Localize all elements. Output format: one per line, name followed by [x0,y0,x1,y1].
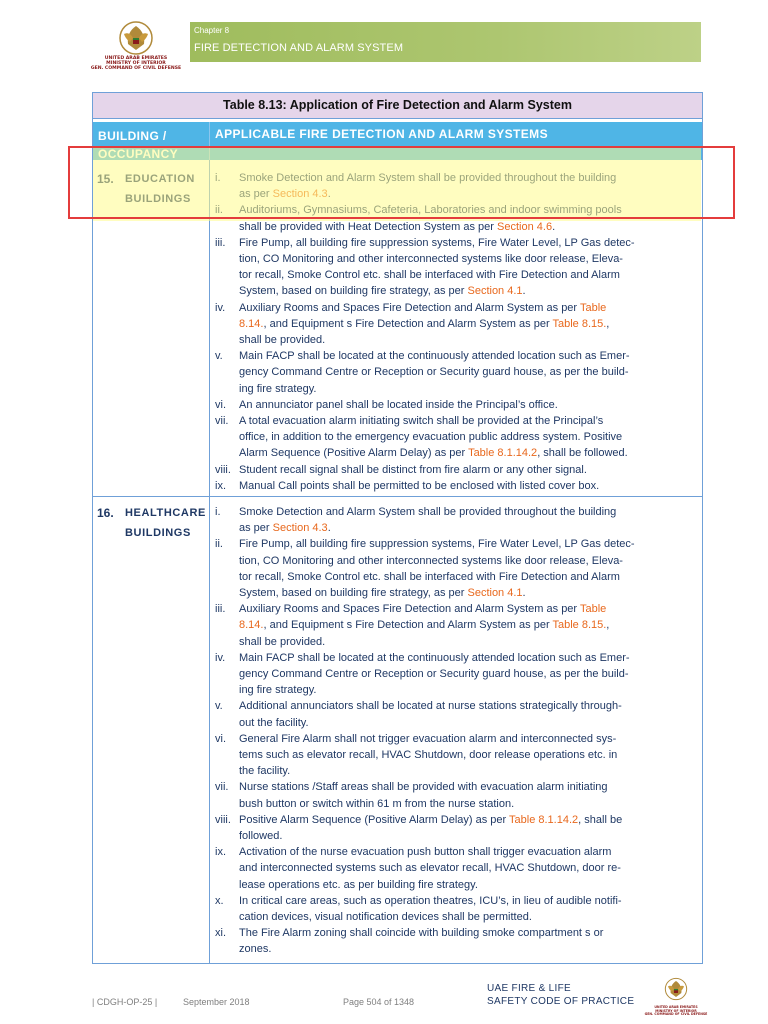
item-text-line [239,569,695,585]
item-number: i. [215,506,221,518]
item-number: x. [215,894,224,907]
item-text-line [239,779,695,795]
logo-line-2: MINISTRY OF INTERIOR [655,1008,697,1013]
item-text: , shall be followed. [537,447,628,460]
list-item [215,698,695,730]
item-text: . [522,587,526,600]
reference-link: Section 4.3 [272,522,328,535]
item-text: , [606,317,610,330]
item-text-line [239,747,695,763]
logo-line-1: UNITED ARAB EMIRATES [654,1005,698,1009]
footer-logo [644,977,708,1023]
item-number: iv. [215,301,226,314]
item-text-line [239,796,695,812]
item-text-line [239,267,695,283]
item-text: A total evacuation alarm initiating switch shall be provided at the Principal’s [239,415,604,428]
item-text: , and Equipment s Fire Detection and Alarm System as per [263,317,553,330]
highlight-box [68,146,735,219]
reference-link: Section 4.1 [467,587,523,600]
list-item [215,348,695,397]
item-text: Activation of the nurse evacuation push button shall trigger evacuation alarm [239,846,612,859]
reference-link: 8.14. [239,317,264,330]
item-number: ii. [215,538,223,551]
item-text: tor recall, Smoke Control etc. shall be interfaced with Fire Detection and Alarm [239,570,620,583]
item-text-line [239,682,695,698]
item-text-line [239,877,695,893]
uae-civil-defense-logo [86,20,186,80]
item-text-line [239,462,695,478]
item-text: In critical care areas, such as operation theatres, ICU’s, in lieu of audible notifi- [239,894,622,907]
reference-link: Section 4.6 [497,220,553,233]
item-text: Manual Call points shall be permitted to be enclosed with listed cover box. [239,479,600,492]
item-text: the facility. [239,765,291,778]
item-text-line [239,860,695,876]
list-item [215,536,695,601]
item-text-line [239,235,695,251]
list-item [215,235,695,300]
footer-doc-id: | CDGH-OP-25 | [92,997,158,1007]
footer-code-line: UAE FIRE & LIFE [487,983,571,994]
footer-code-line: SAFETY CODE OF PRACTICE [487,996,635,1007]
item-text-line [239,364,695,380]
occupancy-name-line: HEALTHCARE [125,507,206,519]
list-item [215,925,695,957]
list-item [215,462,695,478]
row-number: 16. [97,506,114,520]
item-number: vi. [215,732,226,745]
item-text-line [239,251,695,267]
list-item [215,601,695,650]
item-text-line [239,666,695,682]
item-text-line [239,478,695,494]
item-text-line [239,844,695,860]
item-text-line [239,617,695,633]
reference-link: Table [579,603,607,616]
list-item [215,779,695,811]
item-number: ix. [215,846,226,859]
item-text: , [606,619,610,632]
item-text: shall be provided with Heat Detection System as per [239,220,498,233]
item-text: Main FACP shall be located at the continuously attended location such as Emer- [239,651,630,664]
chapter-title: FIRE DETECTION AND ALARM SYSTEM [194,42,404,54]
fire-detection-table [92,92,703,964]
item-text: Auxiliary Rooms and Spaces Fire Detection and Alarm System as per [239,603,580,616]
item-text: An annunciator panel shall be located inside the Principal’s office. [239,398,558,411]
item-text-line [239,397,695,413]
item-text-line [239,348,695,364]
item-text: System, based on building fire strategy, as per [239,587,468,600]
item-text: , and Equipment s Fire Detection and Alarm System as per [263,619,553,632]
item-text-line [239,731,695,747]
item-text: Nurse stations /Staff areas shall be provided with evacuation alarm initiating [239,781,608,794]
item-text-line [239,650,695,666]
occupancy-name-line: BUILDINGS [125,527,191,539]
footer-page: Page 504 of 1348 [343,997,415,1007]
item-text: Auxiliary Rooms and Spaces Fire Detection and Alarm System as per [239,301,580,314]
item-text: Additional annunciators shall be located at nurse stations strategically through- [239,700,622,713]
item-text: Fire Pump, all building fire suppression systems, Fire Water Level, LP Gas detec- [239,538,635,551]
chapter-banner [190,22,701,62]
item-text: out the facility. [239,716,309,729]
reference-link: 8.14. [239,619,264,632]
item-number: ix. [215,479,226,492]
list-item [215,478,695,494]
item-text-line [239,219,695,235]
item-text: gency Command Centre or Reception or Security guard house, as per the build- [239,668,629,681]
logo-line-2: MINISTRY OF INTERIOR [106,61,166,66]
falcon-emblem-icon [118,20,154,56]
list-item [215,413,695,462]
reference-link: Table 8.1.14.2 [509,813,579,826]
item-number: iv. [215,651,226,664]
item-text-line [239,413,695,429]
item-text: tion, CO Monitoring and other interconnected systems like door release, Eleva- [239,253,623,266]
reference-link: Table 8.1.14.2 [468,447,538,460]
item-text: Smoke Detection and Alarm System shall be provided throughout the building [239,506,617,518]
item-text-line [239,283,695,299]
item-text: shall be provided. [239,635,326,648]
item-text-line [239,812,695,828]
item-text-line [239,381,695,397]
item-text: System, based on building fire strategy, as per [239,285,468,298]
list-item [215,893,695,925]
item-text-line [239,941,695,957]
item-text: Student recall signal shall be distinct from fire alarm or any other signal. [239,463,587,476]
item-text: zones. [239,943,272,956]
logo-line-3: GEN. COMMAND OF CIVIL DEFENSE [90,66,182,71]
item-text: ing fire strategy. [239,684,317,697]
item-number: viii. [215,463,231,476]
list-item [215,504,695,536]
item-text-line [239,763,695,779]
reference-link: Table [579,301,607,314]
chapter-label: Chapter 8 [194,26,230,35]
item-text: tems such as elevator recall, HVAC Shutdown, door release operations etc. in [239,749,618,762]
item-text: Alarm Sequence (Positive Alarm Delay) as per [239,447,469,460]
item-number: iii. [215,236,226,249]
logo-line-3: GEN. COMMAND OF CIVIL DEFENSE [644,1012,708,1017]
item-text: as per [239,522,273,535]
item-text-line [239,909,695,925]
list-item [215,300,695,349]
item-text: . [327,522,331,535]
item-text-line [239,698,695,714]
item-number: vii. [215,781,229,794]
column-header-systems: APPLICABLE FIRE DETECTION AND ALARM SYSTEMS [215,127,548,141]
item-text: office, in addition to the emergency evacuation public address system. Positive [239,431,623,444]
item-number: iii. [215,603,226,616]
item-number: vii. [215,415,229,428]
item-text: . [522,285,526,298]
table-title: Table 8.13: Application of Fire Detection and Alarm System [93,93,702,119]
list-item [215,397,695,413]
item-number: viii. [215,813,231,826]
footer-date: September 2018 [183,997,250,1007]
item-text-line [239,520,695,536]
item-text-line [239,634,695,650]
requirements-list [215,504,695,958]
item-text: and interconnected systems such as elevator recall, HVAC Shutdown, door re- [239,862,621,875]
item-text-line [239,536,695,552]
item-text: . [552,220,556,233]
item-number: vi. [215,398,226,411]
item-text-line [239,601,695,617]
item-text-line [239,893,695,909]
row-divider [93,496,702,497]
item-text: Main FACP shall be located at the continuously attended location such as Emer- [239,350,630,363]
item-text-line [239,316,695,332]
item-text: Fire Pump, all building fire suppression systems, Fire Water Level, LP Gas detec- [239,236,635,249]
item-text: tion, CO Monitoring and other interconnected systems like door release, Eleva- [239,554,623,567]
item-number: v. [215,700,223,713]
item-text: General Fire Alarm shall not trigger evacuation alarm and interconnected sys- [239,732,617,745]
item-text: gency Command Centre or Reception or Security guard house, as per the build- [239,366,629,379]
item-text-line [239,828,695,844]
item-text: , shall be [578,813,623,826]
item-number: v. [215,350,223,363]
item-text-line [239,445,695,461]
logo-line-1: UNITED ARAB EMIRATES [104,56,168,61]
item-text: bush button or switch within 61 m from the nurse station. [239,797,515,810]
item-text: ing fire strategy. [239,382,317,395]
item-text: followed. [239,830,283,843]
item-text-line [239,504,695,520]
list-item [215,812,695,844]
list-item [215,650,695,699]
item-text-line [239,553,695,569]
item-text-line [239,429,695,445]
list-item [215,844,695,893]
item-number: xi. [215,927,226,940]
reference-link: Table 8.15. [552,317,607,330]
reference-link: Section 4.1 [467,285,523,298]
reference-link: Table 8.15. [552,619,607,632]
item-text: lease operations etc. as per building fire strategy. [239,878,478,891]
falcon-emblem-icon [664,977,688,1001]
item-text: The Fire Alarm zoning shall coincide with building smoke compartment s or [239,927,604,940]
item-text-line [239,925,695,941]
item-text: tor recall, Smoke Control etc. shall be interfaced with Fire Detection and Alarm [239,269,620,282]
item-text: shall be provided. [239,334,326,347]
column-divider [209,160,210,963]
footer-code-title [487,982,634,1008]
item-text-line [239,300,695,316]
item-text: cation devices, visual notification devices shall be permitted. [239,911,532,924]
list-item [215,731,695,780]
column-header-building: BUILDING / [98,129,167,143]
item-text-line [239,585,695,601]
occupancy-name [125,503,206,543]
item-text-line [239,715,695,731]
item-text-line [239,332,695,348]
item-text: Positive Alarm Sequence (Positive Alarm Delay) as per [239,813,510,826]
